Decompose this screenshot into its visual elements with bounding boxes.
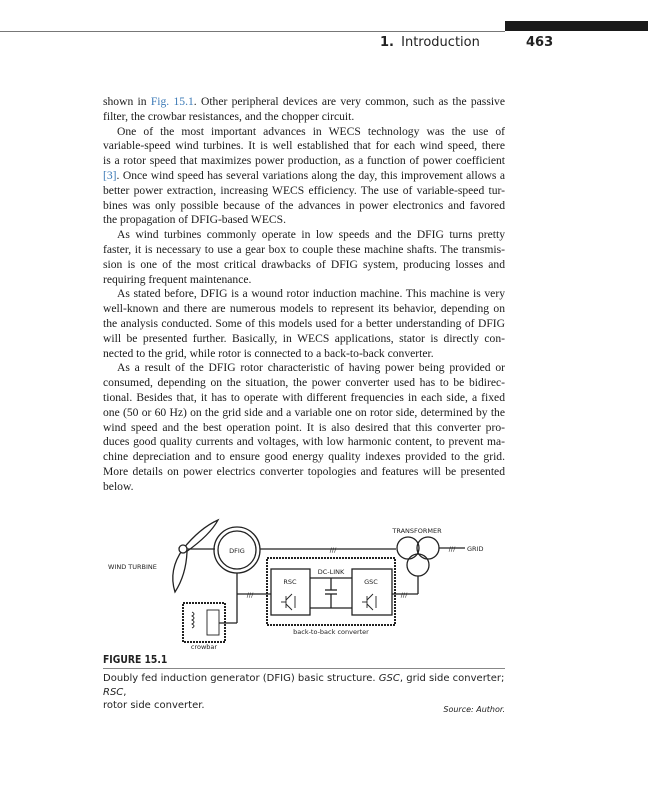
text-run: will be presented further. Basically, in WECS applications, stator is directly con- — [103, 331, 505, 345]
figure-rule — [103, 668, 505, 669]
three-phase-mark: /// — [329, 546, 337, 554]
paragraph-line — [103, 139, 505, 154]
text-run: well-known and there are numerous models to represent its behavior, depending on — [103, 302, 505, 316]
transformer-label: TRANSFORMER — [392, 527, 442, 535]
caption-abbr: GSC — [378, 673, 400, 684]
crowbar-diode-box — [207, 610, 219, 635]
text-run: the propagation of DFIG-based WECS. — [103, 213, 286, 227]
dfig-label: DFIG — [229, 547, 245, 555]
paragraph-line — [103, 154, 505, 169]
text-run: the analysis conducted. Some of this models used for a better understanding of DFIG — [103, 316, 505, 330]
paragraph-line — [103, 435, 505, 450]
paragraph-line — [103, 361, 505, 376]
paragraph-line — [103, 317, 505, 332]
text-run: bines was only possible because of the advances in power electronics and favored — [103, 198, 505, 212]
paragraph-line — [103, 376, 505, 391]
figure-dfig-diagram — [103, 518, 505, 653]
text-run: chine depreciation and to ensure good energy quality indexes provided to the grid. — [103, 450, 505, 464]
caption-text: , — [123, 686, 127, 698]
text-run: is a rotor speed that maximizes power production, as a function of power coefficient — [103, 154, 505, 168]
paragraph-line — [103, 302, 505, 317]
igbt-icon — [362, 594, 376, 610]
paragraph-line — [103, 273, 505, 288]
paragraph-line — [103, 347, 505, 362]
paragraph-line — [103, 95, 505, 110]
paragraph-line — [103, 480, 505, 495]
text-run: better power extraction, increasing WECS efficiency. The use of variable-speed tur- — [103, 183, 505, 197]
text-run: As a result of the DFIG rotor characteristic of having power being provided or — [117, 361, 505, 375]
paragraph-line — [103, 450, 505, 465]
paragraph-line — [103, 125, 505, 140]
caption-text: , grid side converter; — [399, 673, 505, 684]
reference-link[interactable]: Fig. 15.1 — [150, 95, 194, 108]
gsc-label: GSC — [364, 578, 378, 586]
paragraph-line — [103, 110, 505, 125]
back-to-back-label: back-to-back converter — [293, 628, 369, 636]
caption-abbr: RSC — [103, 686, 124, 698]
crowbar-label: crowbar — [190, 643, 218, 651]
crowbar-resistor-icon — [192, 612, 194, 628]
rsc-label: RSC — [283, 578, 297, 586]
text-run: One of the most important advances in WECS technology was the use of — [117, 124, 505, 138]
text-run: . Once wind speed has several variations along the day, this improvement allows a — [116, 168, 505, 182]
caption-text: rotor side converter. — [103, 700, 205, 711]
text-run: requiring frequent maintenance. — [103, 272, 252, 286]
body-text — [103, 95, 505, 495]
paragraph-line — [103, 391, 505, 406]
text-run: sion is one of the most critical drawbacks of DFIG system, producing losses and — [103, 257, 505, 271]
text-run: nected to the grid, while rotor is connected to a back-to-back converter. — [103, 346, 434, 360]
page-number: 463 — [526, 35, 554, 50]
igbt-icon — [281, 594, 295, 610]
paragraph-line — [103, 465, 505, 480]
dc-link-label: DC-LINK — [317, 568, 345, 576]
text-run: one (50 or 60 Hz) on the grid side and a variable one on rotor side, determined by the — [103, 405, 505, 419]
text-run: below. — [103, 479, 134, 493]
paragraph-line — [103, 228, 505, 243]
text-run: More details on power electrics converter topologies and features will be presented — [103, 464, 505, 478]
header-bar — [505, 21, 648, 31]
text-run: wind speed and the best operation point. It is also desired that this converter pro- — [103, 420, 505, 434]
text-run: As stated before, DFIG is a wound rotor induction machine. This machine is very — [117, 287, 505, 301]
gsc-box — [352, 569, 392, 615]
grid-label: GRID — [467, 545, 484, 553]
three-phase-mark: /// — [400, 591, 408, 599]
reference-link[interactable]: [3] — [103, 168, 117, 182]
caption-text: Doubly fed induction generator (DFIG) basic structure. — [103, 673, 379, 684]
wind-turbine-icon — [140, 520, 218, 592]
paragraph-line — [103, 332, 505, 347]
dc-link-capacitor — [310, 578, 352, 608]
paragraph-line — [103, 258, 505, 273]
paragraph-line — [103, 199, 505, 214]
text-run: faster, it is necessary to use a gear box to couple these machine shafts. The transmis- — [103, 242, 505, 256]
text-run: . Other peripheral devices are very common, such as the passive — [193, 95, 505, 108]
text-run: consumed, depending on the situation, the power converter used has to be bidirec- — [103, 376, 505, 390]
chapter-title: Introduction — [401, 35, 480, 50]
figure-label: FIGURE 15.1 — [103, 654, 168, 666]
paragraph-line — [103, 287, 505, 302]
header-rule — [0, 31, 505, 32]
three-phase-mark: /// — [246, 591, 254, 599]
three-phase-mark: /// — [448, 545, 456, 553]
text-run: As wind turbines commonly operate in low speeds and the DFIG turns pretty — [117, 228, 505, 242]
chapter-number: 1. — [380, 35, 394, 50]
paragraph-line — [103, 213, 505, 228]
wind-turbine-label: WIND TURBINE — [108, 563, 157, 571]
text-run: shown in — [103, 95, 151, 108]
text-run: variable-speed wind turbines. It is well established that for each wind speed, there — [103, 139, 505, 153]
transformer-symbol — [397, 537, 439, 576]
paragraph-line — [103, 184, 505, 199]
text-run: duces good quality currents and voltages, with low harmonic content, to prevent ma- — [103, 435, 505, 449]
text-run: filter, the crowbar resistances, and the chopper circuit. — [103, 109, 355, 123]
figure-source: Source: Author. — [443, 705, 505, 714]
paragraph-line — [103, 169, 505, 184]
running-header — [380, 35, 554, 50]
paragraph-line — [103, 243, 505, 258]
paragraph-line — [103, 421, 505, 436]
paragraph-line — [103, 406, 505, 421]
text-run: tional. Besides that, it has to operate with different frequencies in each side, a fixed — [103, 390, 505, 404]
